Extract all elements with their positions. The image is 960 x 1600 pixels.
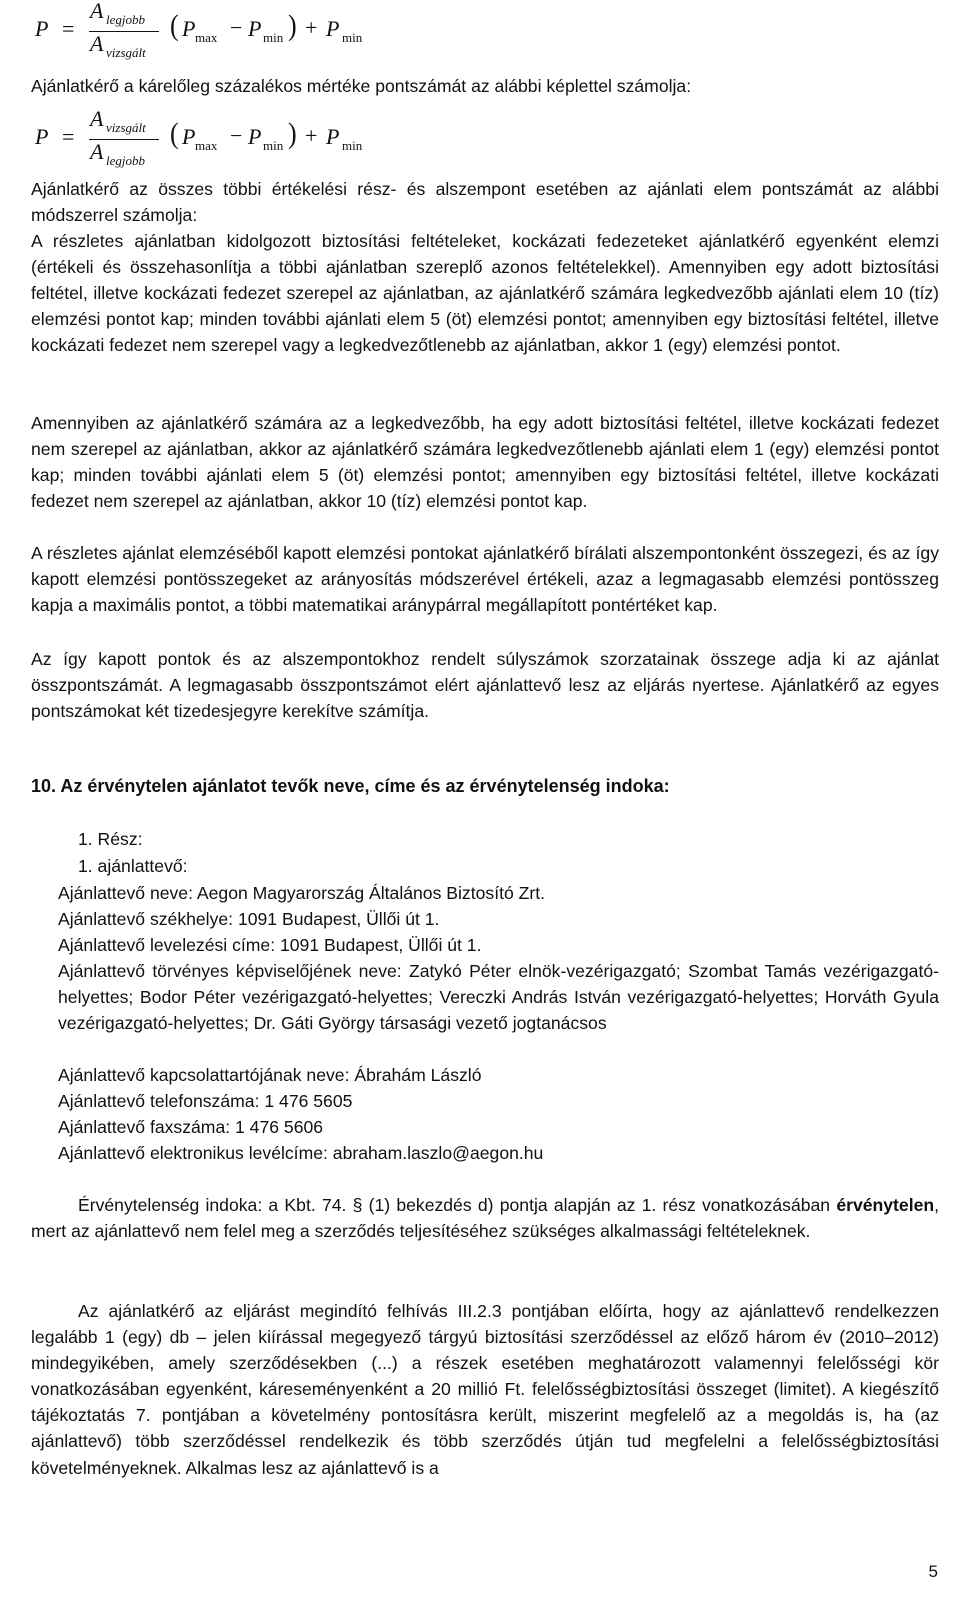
formula-1-Pmin2: P bbox=[326, 16, 340, 41]
formula-1-numerator-A: A bbox=[90, 0, 104, 23]
formula-2-denominator-sub: legjobb bbox=[106, 153, 145, 168]
formula-1-denominator-sub: vizsgált bbox=[106, 45, 146, 60]
formula-1 bbox=[35, 2, 455, 58]
invalidity-reason bbox=[31, 1192, 939, 1244]
formula-1-numerator-sub: legjobb bbox=[106, 12, 145, 27]
paragraph-total-points: Az így kapott pontok és az alszempontokhoz rendelt súlyszámok szorzatainak összege adja ki az ajánlat összpontszámát. A legmagasabb összpontszámot elért ajánlattevő lesz az eljárás nyertese. Ajánlatkérő az egyes pontszámokat két tizedesjegyre kerekítve számítja. bbox=[31, 649, 939, 722]
paragraph-summary: A részletes ajánlat elemzéséből kapott elemzési pontokat ajánlatkérő bírálati alszempontonként összegezi, és az így kapott elemzési pontösszegeket az arányosítás módszerével értékeli, azaz a legmagasabb elemzési pontösszeg kapja a maximális pontot, a többi matematikai aránypárral megállapított pontértéket kap. bbox=[31, 543, 939, 616]
formula-2-Pmin2: P bbox=[326, 124, 340, 149]
formula-1-Pmax: P bbox=[182, 16, 196, 41]
formula-2-numerator-A: A bbox=[90, 106, 104, 131]
paragraph-reverse-case: Amennyiben az ajánlatkérő számára az a legkedvezőbb, ha egy adott biztosítási feltétel, illetve kockázati fedezet nem szerepel az ajánlatban, akkor az ajánlatkérő számára legkedvezőtlenebb ajánlati elem 1 (egy) elemzési pontot kap; minden további ajánlati elem 5 (öt) elemzési pontot; amennyiben egy biztosítási feltétel, illetve kockázati fedezet nem szerepel az ajánlatban, akkor 10 (tíz) elemzési pontot kap. bbox=[31, 413, 939, 512]
formula-1-close-paren: ) bbox=[288, 8, 297, 43]
bidder-email: Ajánlattevő elektronikus levélcíme: abraham.laszlo@aegon.hu bbox=[58, 1143, 544, 1163]
invalidity-reason-bold: érvénytelen bbox=[836, 1195, 935, 1215]
invalidity-reason-text: Érvénytelenség indoka: a Kbt. 74. § (1) bekezdés d) pontja alapján az 1. rész vonatkozásában bbox=[78, 1195, 837, 1215]
formula-1-min: min bbox=[263, 30, 284, 45]
formula-1-open-paren: ( bbox=[170, 8, 179, 43]
invalidity-reason-rest: , mert az ajánlattevő nem felel meg a szerződés teljesítéséhez szükséges alkalmassági feltételeknek. bbox=[31, 1195, 939, 1242]
formula-1-equals: = bbox=[62, 16, 75, 41]
bidder-contact: Ajánlattevő kapcsolattartójának neve: Ábrahám László bbox=[58, 1065, 482, 1085]
bidder-name: Ajánlattevő neve: Aegon Magyarország Általános Biztosító Zrt. bbox=[58, 883, 546, 903]
bidder-fax: Ajánlattevő faxszáma: 1 476 5606 bbox=[58, 1117, 324, 1137]
formula-2-denominator-A: A bbox=[90, 139, 104, 164]
part-label: 1. Rész: bbox=[78, 829, 143, 849]
formula-2-open-paren: ( bbox=[170, 116, 179, 151]
bidder-mail-address: Ajánlattevő levelezési címe: 1091 Budapest, Üllői út 1. bbox=[58, 935, 482, 955]
formula-2-equals: = bbox=[62, 124, 75, 149]
paragraph-requirement bbox=[31, 1298, 939, 1481]
formula-2-plus: + bbox=[305, 123, 318, 148]
paragraph-requirement-text: Az ajánlatkérő az eljárást megindító felhívás III.2.3 pontjában előírta, hogy az ajánlattevő rendelkezzen legalább 1 (egy) db – jelen kiírással megegyező tárgyú biztosítási szerződéssel az előző három év (2010–2012) mindegyikében, amely szerződésekben (...) a részek esetében meghatározott valamennyi felelősségi kör vonatkozásában egyenként, káreseményenként a 20 millió Ft. felelősségbiztosítási összeget (limitet). A kiegészítő tájékoztatás 7. pontjában a követelmény pontosításra került, miszerint megfelelő az a megoldás is, ha (az ajánlattevő) több szerződéssel rendelkezik és több szerződés útján tud megfelelni a felelősségbiztosítási követelményeknek. Alkalmas lesz az ajánlattevő is a bbox=[31, 1301, 939, 1478]
bidder-representatives: Ajánlattevő törvényes képviselőjének neve: Zatykó Péter elnök-vezérigazgató; Szombat Tamás vezérigazgató-helyettes; Bodor Péter vezérigazgató-helyettes; Vereczki András István vezérigazgató-helyettes; Horváth Gyula vezérigazgató-helyettes; Dr. Gáti György társasági vezető jogtanácsos bbox=[58, 961, 939, 1034]
intro-line-2: Ajánlatkérő a kárelőleg százalékos mértéke pontszámát az alábbi képlettel számolja: bbox=[31, 76, 692, 96]
formula-2-close-paren: ) bbox=[288, 116, 297, 151]
formula-1-Pmin: P bbox=[248, 16, 262, 41]
page-number: 5 bbox=[928, 1562, 938, 1581]
formula-2-numerator-sub: vizsgált bbox=[106, 120, 146, 135]
bidder-phone: Ajánlattevő telefonszáma: 1 476 5605 bbox=[58, 1091, 353, 1111]
formula-2-min: min bbox=[263, 138, 284, 153]
formula-2-Pmin: P bbox=[248, 124, 262, 149]
bidder-seat: Ajánlattevő székhelye: 1091 Budapest, Üllői út 1. bbox=[58, 909, 440, 929]
formula-1-minus: − bbox=[230, 15, 243, 40]
formula-2-min2: min bbox=[342, 138, 363, 153]
bidder-label: 1. ajánlattevő: bbox=[78, 856, 188, 876]
formula-1-plus: + bbox=[305, 15, 318, 40]
paragraph-all-other-criteria: Ajánlatkérő az összes többi értékelési rész- és alszempont esetében az ajánlati elem pontszámát az alábbi módszerrel számolja: bbox=[31, 179, 939, 226]
formula-2-minus: − bbox=[230, 123, 243, 148]
formula-2-max: max bbox=[195, 138, 218, 153]
formula-1-max: max bbox=[195, 30, 218, 45]
formula-1-denominator-A: A bbox=[90, 31, 104, 56]
section-heading: 10. Az érvénytelen ajánlatot tevők neve, címe és az érvénytelenség indoka: bbox=[31, 776, 670, 796]
formula-2-P: P bbox=[35, 124, 49, 149]
formula-2-Pmax: P bbox=[182, 124, 196, 149]
formula-1-min2: min bbox=[342, 30, 363, 45]
formula-1-P: P bbox=[35, 16, 49, 41]
formula-2 bbox=[35, 106, 455, 168]
paragraph-detailed-offer: A részletes ajánlatban kidolgozott biztosítási feltételeket, kockázati fedezeteket ajánlatkérő egyenként elemzi (értékeli és összehasonlítja a többi ajánlatban szereplő azonos feltételekkel). Amennyiben egy adott biztosítási feltétel, illetve kockázati fedezet szerepel az ajánlatban, az ajánlatkérő számára legkedvezőbb ajánlati elem 10 (tíz) elemzési pontot kap; minden további ajánlati elem 5 (öt) elemzési pontot; amennyiben egy biztosítási feltétel, illetve kockázati fedezet nem szerepel vagy a legkedvezőtlenebb az ajánlatban, akkor 1 (egy) elemzési pontot. bbox=[31, 231, 939, 356]
